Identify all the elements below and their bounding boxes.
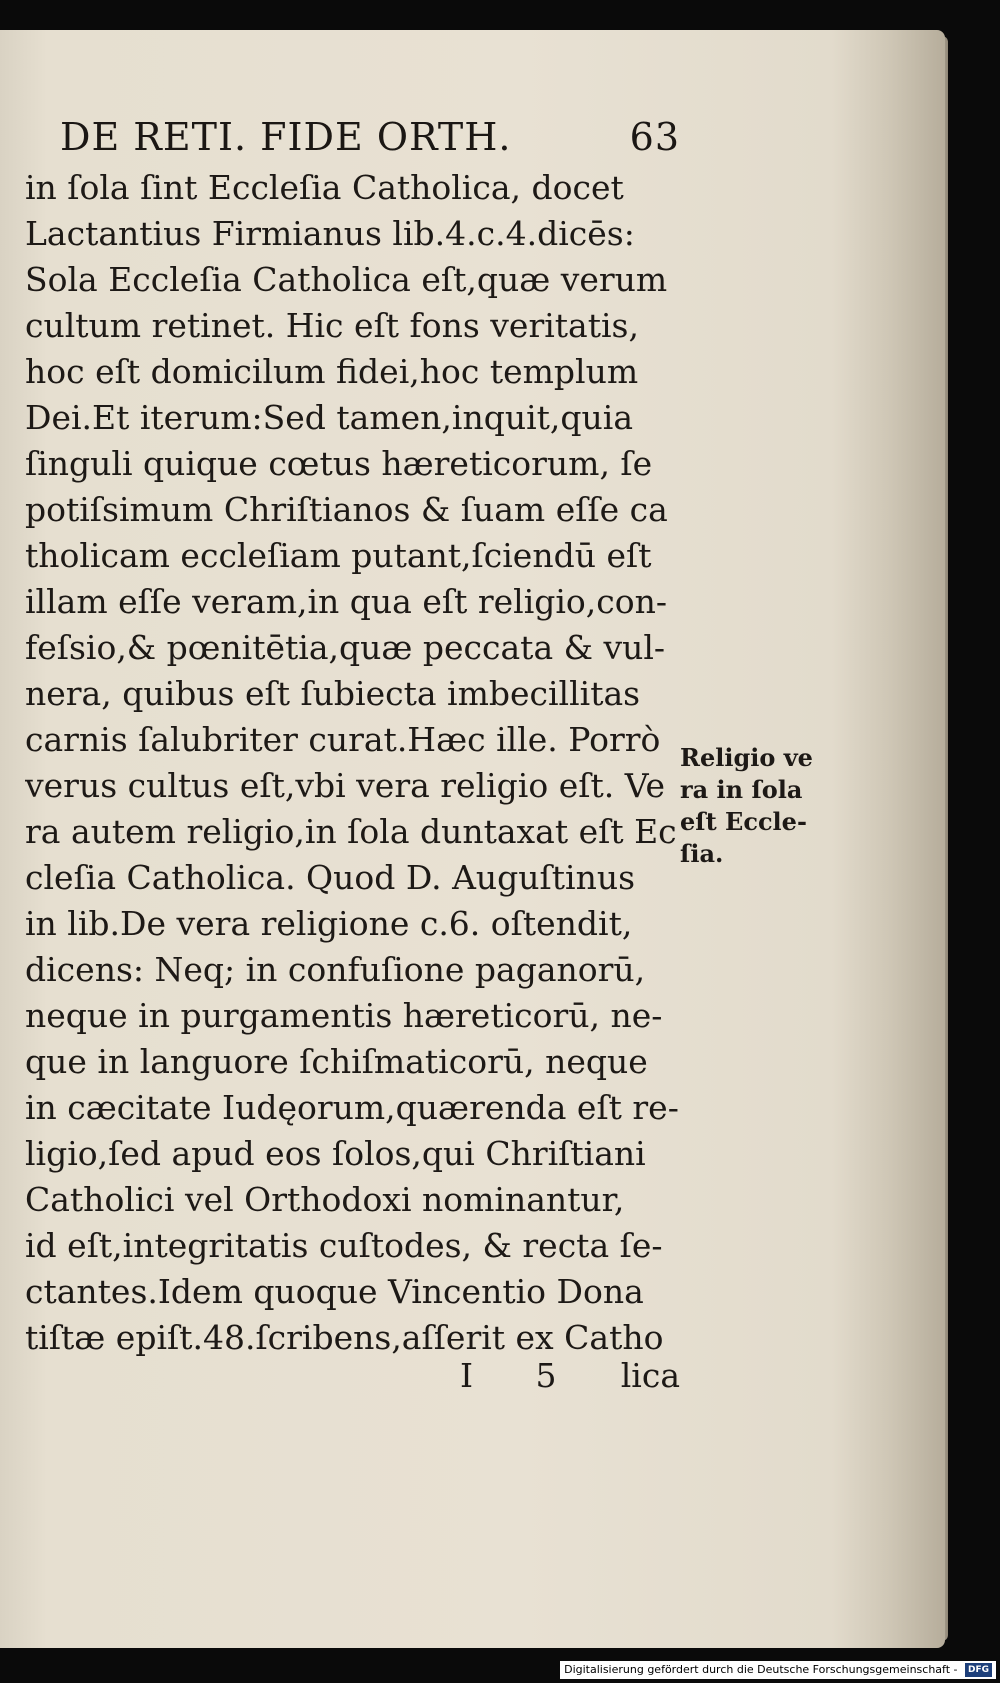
credit-text: Digitalisierung gefördert durch die Deutsche Forschungsgemeinschaft - (564, 1663, 958, 1676)
text-line: feſsio,& pœnitētia,quæ peccata & vul- (25, 628, 666, 667)
page-number: 63 (629, 115, 680, 159)
running-title: DE RETI. FIDE ORTH. (60, 115, 512, 159)
text-line: Catholici vel Orthodoxi nominantur, (25, 1180, 625, 1219)
marginal-note-line: Religio ve (680, 743, 813, 772)
marginal-note (680, 742, 840, 870)
text-line: que in languore ſchiſmaticorū, neque (25, 1042, 648, 1081)
text-line: id eſt,integritatis cuſtodes, & recta ſe- (25, 1226, 663, 1265)
text-line: verus cultus eſt,vbi vera religio eſt. Ve (25, 766, 666, 805)
text-line: cleſia Catholica. Quod D. Auguſtinus (25, 858, 636, 897)
catchword: lica (620, 1356, 680, 1395)
marginal-note-line: ſia. (680, 839, 724, 868)
text-line: dicens: Neq; in confuſione paganorū, (25, 950, 646, 989)
text-line: ſinguli quique cœtus hæreticorum, ſe (25, 444, 653, 483)
text-line: in lib.De vera religione c.6. oſtendit, (25, 904, 633, 943)
catch-line (25, 1356, 680, 1402)
text-line: in cæcitate Iudęorum,quærenda eſt re- (25, 1088, 679, 1127)
body-text (25, 165, 680, 1361)
digitization-credit (560, 1661, 996, 1679)
page-header (60, 115, 680, 163)
text-line: ra autem religio,in ſola duntaxat eſt Ec (25, 812, 677, 851)
text-line: ctantes.Idem quoque Vincentio Dona (25, 1272, 644, 1311)
text-line: Lactantius Firmianus lib.4.c.4.dicēs: (25, 214, 635, 253)
signature-mark: I 5 (460, 1356, 583, 1395)
text-line: cultum retinet. Hic eſt fons veritatis, (25, 306, 639, 345)
text-line: tholicam eccleſiam putant,ſciendū eſt (25, 536, 652, 575)
text-line: carnis ſalubriter curat.Hæc ille. Porrò (25, 720, 661, 759)
text-line: tiſtæ epiſt.48.ſcribens,aſſerit ex Catho (25, 1318, 664, 1357)
dfg-logo: DFG (965, 1663, 992, 1677)
text-line: ligio,ſed apud eos ſolos,qui Chriſtiani (25, 1134, 646, 1173)
text-line: Dei.Et iterum:Sed tamen,inquit,quia (25, 398, 634, 437)
text-line: nera, quibus eſt ſubiecta imbecillitas (25, 674, 641, 713)
marginal-note-line: ra in ſola (680, 775, 803, 804)
text-line: potiſsimum Chriſtianos & ſuam eſſe ca (25, 490, 668, 529)
marginal-note-line: eſt Eccle- (680, 807, 807, 836)
text-line: hoc eſt domicilum fidei,hoc templum (25, 352, 639, 391)
text-line: neque in purgamentis hæreticorū, ne- (25, 996, 663, 1035)
text-line: Sola Eccleſia Catholica eſt,quæ verum (25, 260, 668, 299)
text-line: in ſola ſint Eccleſia Catholica, docet (25, 168, 624, 207)
text-line: illam eſſe veram,in qua eſt religio,con- (25, 582, 668, 621)
